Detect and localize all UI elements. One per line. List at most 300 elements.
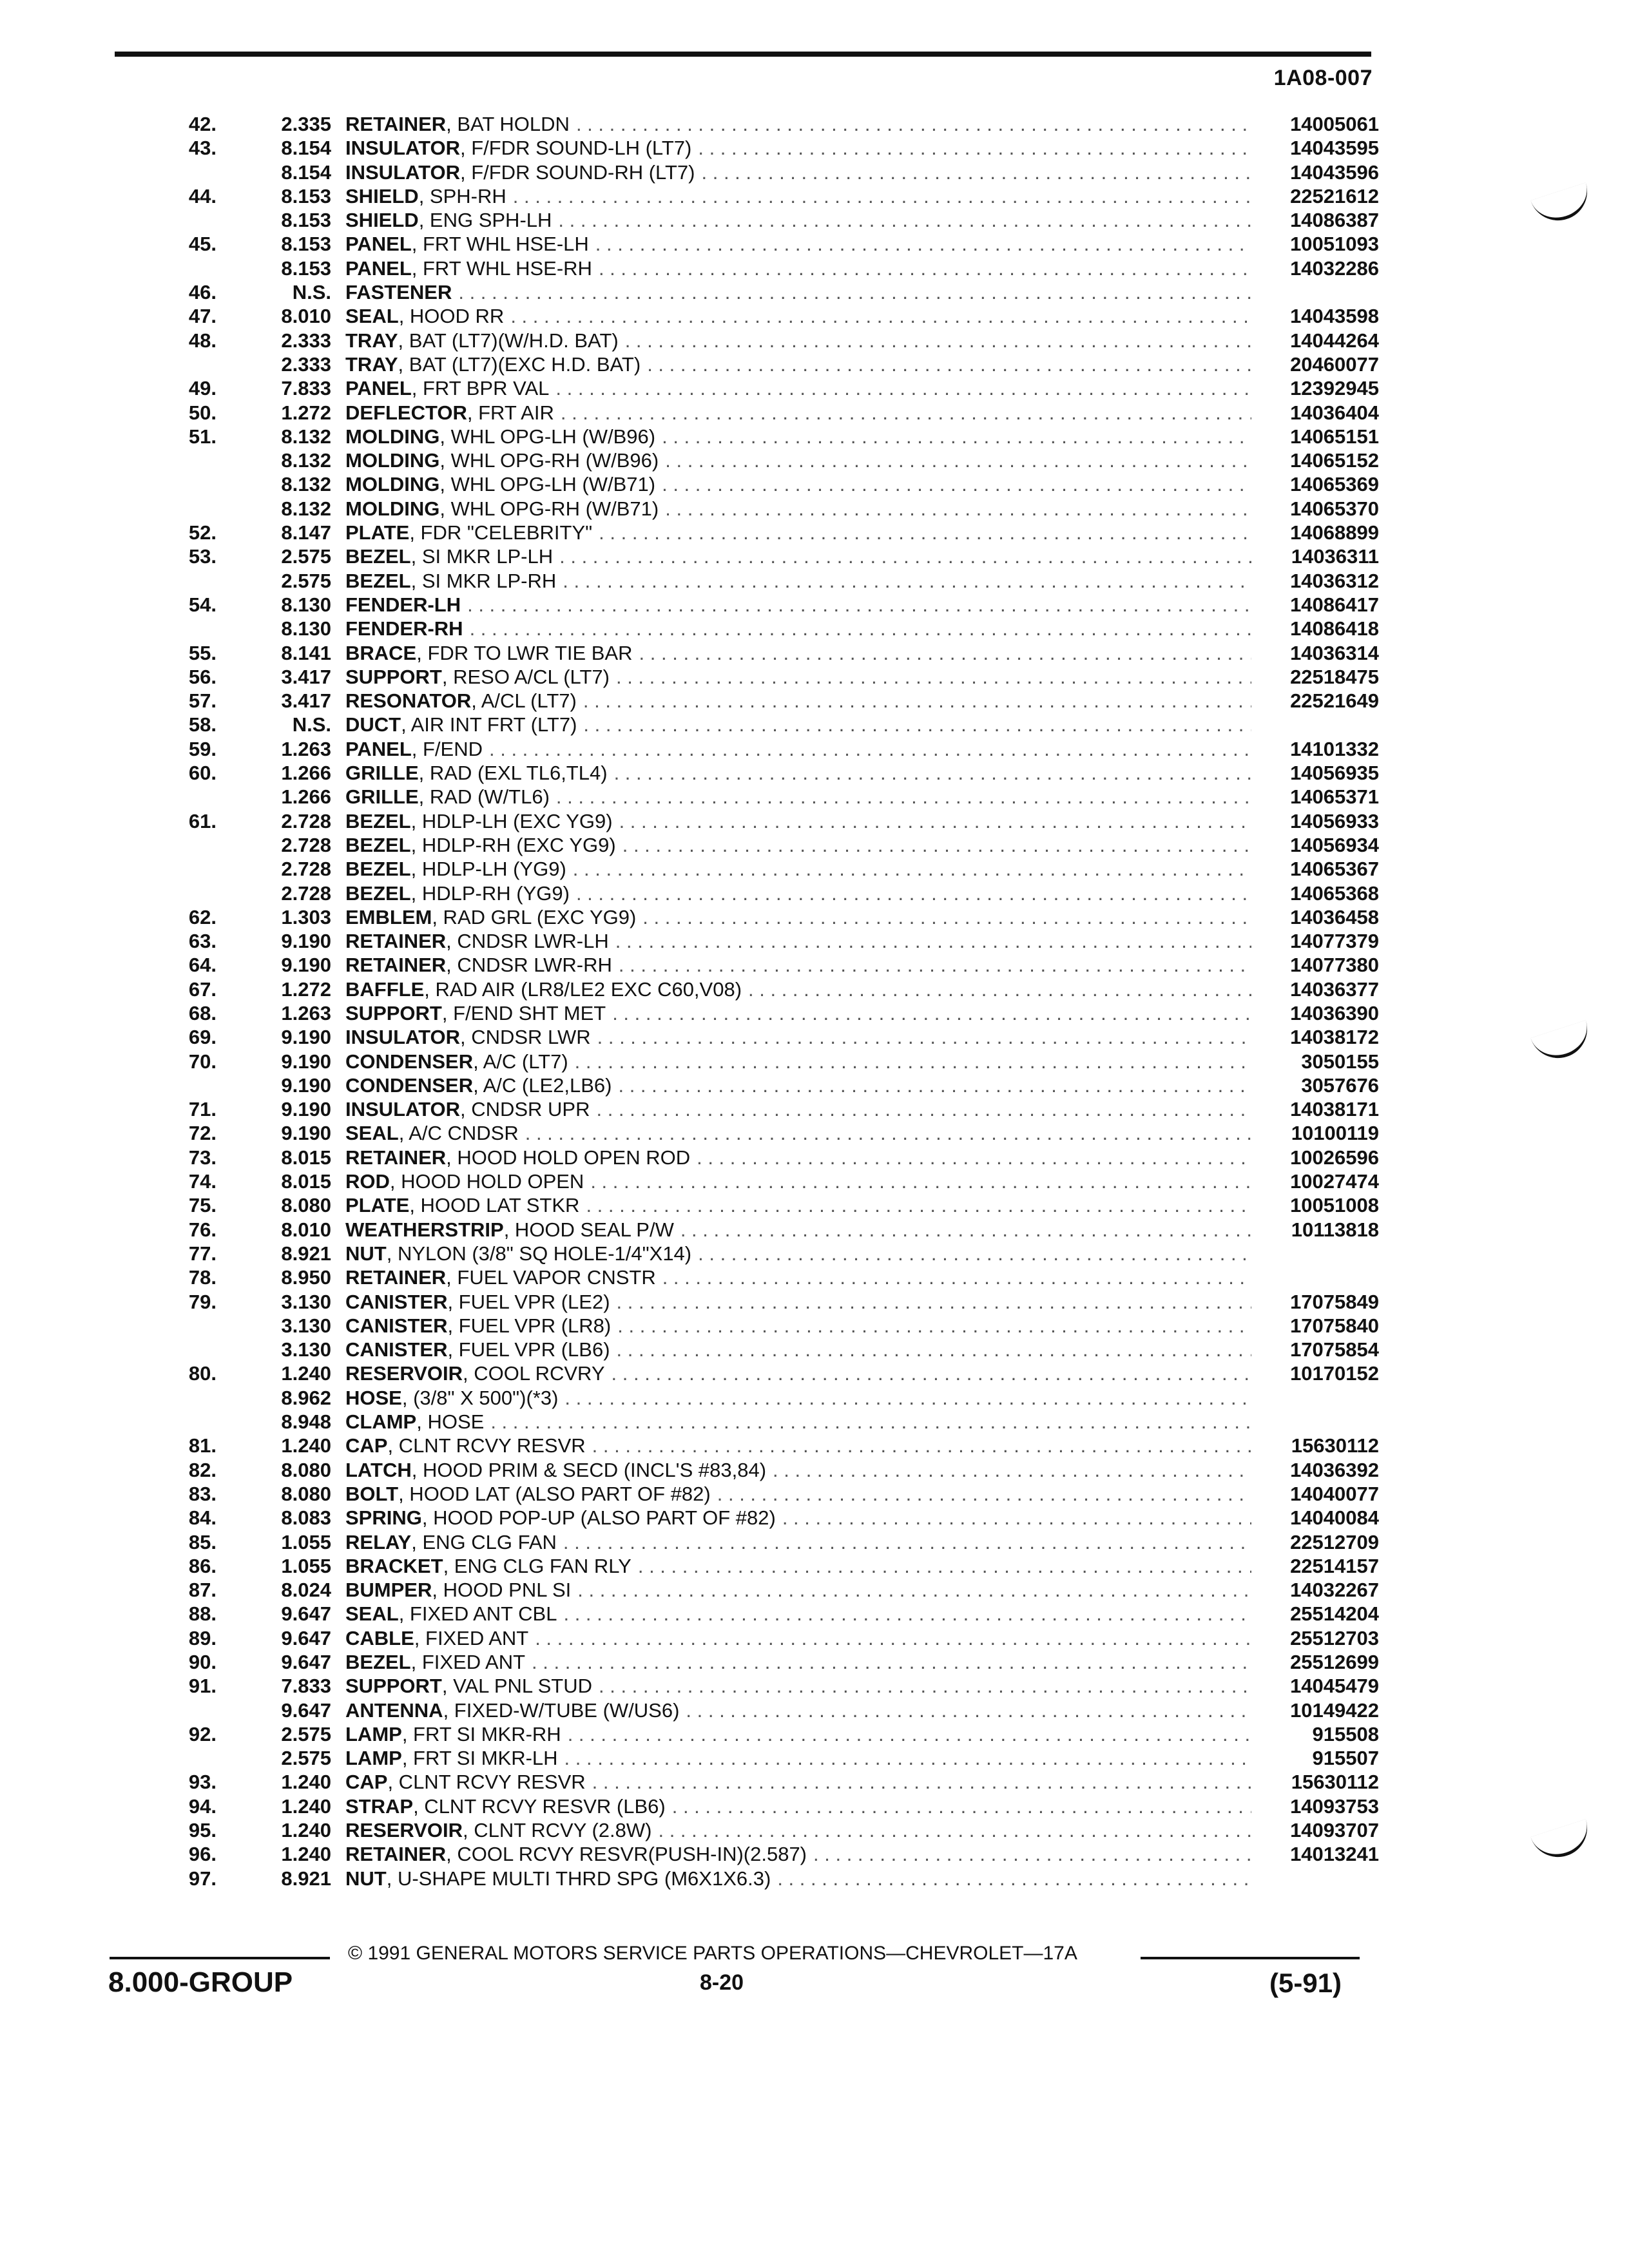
group-number: 8.147 xyxy=(281,521,331,544)
part-name: RETAINER xyxy=(345,954,447,977)
part-name: RETAINER xyxy=(345,930,447,953)
part-row xyxy=(90,1290,1379,1314)
item-number: 56. xyxy=(188,665,217,688)
footer-rule-right xyxy=(1141,1957,1360,1959)
part-qualifier: , A/CL (LT7) xyxy=(471,689,577,713)
item-number: 76. xyxy=(188,1218,217,1241)
part-number: 25514204 xyxy=(1290,1602,1379,1626)
item-number: 50. xyxy=(188,401,217,424)
part-description xyxy=(345,112,1251,136)
part-row xyxy=(90,304,1379,328)
part-row xyxy=(90,857,1379,881)
part-row xyxy=(90,521,1379,544)
part-description xyxy=(345,905,1251,929)
group-number: 1.263 xyxy=(281,737,331,760)
part-row xyxy=(90,1073,1379,1097)
date-code: (5-91) xyxy=(1269,1968,1342,1998)
part-row xyxy=(90,833,1379,857)
part-name: ANTENNA xyxy=(345,1698,443,1722)
dot-leader xyxy=(619,953,1251,977)
part-name: STRAP xyxy=(345,1794,414,1818)
part-row xyxy=(90,1674,1379,1698)
part-description xyxy=(345,521,1251,544)
part-name: NUT xyxy=(345,1242,387,1265)
part-description xyxy=(345,208,1251,232)
part-number: 14086387 xyxy=(1290,209,1379,232)
item-number: 52. xyxy=(188,521,217,544)
dot-leader xyxy=(698,136,1251,160)
part-number: 10100119 xyxy=(1291,1122,1379,1145)
group-number: 1.240 xyxy=(281,1771,331,1794)
group-number: 8.132 xyxy=(281,473,331,496)
dot-leader xyxy=(592,1434,1251,1457)
part-number: 25512703 xyxy=(1290,1626,1379,1649)
part-description xyxy=(345,376,1251,400)
part-qualifier: , SI MKR LP-RH xyxy=(410,569,557,592)
part-row xyxy=(90,809,1379,833)
part-description xyxy=(345,448,1251,472)
dot-leader xyxy=(576,881,1251,905)
part-number: 915507 xyxy=(1312,1747,1379,1770)
part-row xyxy=(90,112,1379,136)
part-number: 14005061 xyxy=(1290,113,1379,135)
part-description xyxy=(345,1818,1251,1842)
part-row xyxy=(90,160,1379,184)
dot-leader xyxy=(564,1386,1251,1410)
item-number: 85. xyxy=(188,1530,217,1553)
part-description xyxy=(345,1290,1251,1314)
part-number: 10051008 xyxy=(1290,1194,1379,1217)
part-description xyxy=(345,1410,1251,1434)
dot-leader xyxy=(625,329,1251,352)
part-description xyxy=(345,1193,1251,1217)
part-qualifier: , HOOD HOLD OPEN xyxy=(389,1170,584,1193)
dot-leader xyxy=(489,737,1251,761)
dot-leader xyxy=(577,1578,1251,1602)
part-number: 22518475 xyxy=(1290,665,1379,688)
part-name: SUPPORT xyxy=(345,1675,442,1698)
item-number: 47. xyxy=(188,305,217,328)
part-qualifier: , CLNT RCVY RESVR xyxy=(387,1771,586,1794)
part-name: PLATE xyxy=(345,1194,410,1217)
part-description xyxy=(345,1025,1251,1049)
part-description xyxy=(345,352,1251,376)
item-number: 63. xyxy=(188,930,217,953)
part-description xyxy=(345,1218,1251,1242)
part-name: SHIELD xyxy=(345,209,419,232)
dot-leader xyxy=(617,1314,1251,1338)
part-row xyxy=(90,1193,1379,1217)
part-qualifier: , NYLON (3/8" SQ HOLE-1/4"X14) xyxy=(386,1242,692,1265)
part-name: BEZEL xyxy=(345,858,411,881)
group-number: 3.130 xyxy=(281,1314,331,1337)
part-description xyxy=(345,1169,1251,1193)
part-description xyxy=(345,689,1251,713)
item-number: 91. xyxy=(188,1675,217,1698)
part-row xyxy=(90,1530,1379,1554)
group-label: 8.000-GROUP xyxy=(108,1966,293,1998)
part-name: TRAY xyxy=(345,329,398,352)
part-name: RELAY xyxy=(345,1530,412,1553)
item-number: 92. xyxy=(188,1722,217,1745)
part-name: GRILLE xyxy=(345,762,419,785)
part-name: CANISTER xyxy=(345,1314,448,1337)
part-name: BRACKET xyxy=(345,1554,443,1577)
part-qualifier: , HDLP-RH (EXC YG9) xyxy=(410,833,616,856)
part-qualifier: , HOOD RR xyxy=(398,305,505,328)
part-number: 22521612 xyxy=(1290,184,1379,207)
part-number: 14036314 xyxy=(1290,641,1379,664)
group-number: 2.333 xyxy=(281,352,331,376)
part-row xyxy=(90,1265,1379,1289)
item-number: 97. xyxy=(188,1867,217,1890)
part-number: 14065369 xyxy=(1290,473,1379,496)
part-description xyxy=(345,1506,1251,1530)
part-qualifier: , FIXED-W/TUBE (W/US6) xyxy=(443,1698,680,1722)
part-description xyxy=(345,232,1251,256)
group-number: 2.728 xyxy=(281,833,331,856)
item-number: 48. xyxy=(188,329,217,352)
dot-leader xyxy=(748,977,1251,1001)
part-row xyxy=(90,905,1379,929)
part-number: 15630112 xyxy=(1291,1771,1379,1794)
part-row xyxy=(90,256,1379,280)
dot-leader xyxy=(639,641,1251,665)
group-number: 8.080 xyxy=(281,1194,331,1217)
group-number: 9.190 xyxy=(281,1073,331,1097)
item-number: 70. xyxy=(188,1050,217,1073)
group-number: 8.154 xyxy=(281,160,331,184)
dot-leader xyxy=(813,1842,1251,1866)
part-number: 10170152 xyxy=(1290,1362,1379,1385)
part-qualifier: , FUEL VAPOR CNSTR xyxy=(446,1266,656,1289)
part-row xyxy=(90,1867,1379,1890)
part-qualifier: , COOL RCVY RESVR(PUSH-IN)(2.587) xyxy=(446,1843,807,1866)
item-number: 80. xyxy=(188,1362,217,1385)
part-number: 14032286 xyxy=(1290,256,1379,280)
part-description xyxy=(345,1578,1251,1602)
part-description xyxy=(345,280,1251,304)
part-name: BEZEL xyxy=(345,833,411,856)
item-number: 49. xyxy=(188,377,217,400)
part-description xyxy=(345,1242,1251,1265)
part-description xyxy=(345,136,1251,160)
dot-leader xyxy=(612,1001,1251,1025)
item-number: 61. xyxy=(188,809,217,832)
item-number: 86. xyxy=(188,1554,217,1577)
part-row xyxy=(90,617,1379,640)
part-qualifier: , SPH-RH xyxy=(418,184,506,207)
part-name: DEFLECTOR xyxy=(345,401,467,424)
part-name: LATCH xyxy=(345,1458,412,1481)
item-number: 67. xyxy=(188,977,217,1001)
item-number: 55. xyxy=(188,641,217,664)
dot-leader xyxy=(617,1290,1251,1314)
part-qualifier: , FDR TO LWR TIE BAR xyxy=(416,641,633,664)
part-description xyxy=(345,1386,1251,1410)
group-number: 2.728 xyxy=(281,858,331,881)
part-number: 10027474 xyxy=(1290,1170,1379,1193)
part-name: SUPPORT xyxy=(345,1001,442,1024)
part-row xyxy=(90,1722,1379,1746)
group-number: 9.190 xyxy=(281,930,331,953)
part-name: FASTENER xyxy=(345,281,452,304)
group-number: 2.575 xyxy=(281,1722,331,1745)
margin-check-mark xyxy=(1530,1819,1595,1865)
part-row xyxy=(90,881,1379,905)
item-number: 87. xyxy=(188,1579,217,1602)
part-qualifier: , ENG CLG FAN RLY xyxy=(443,1554,631,1577)
part-number: 14093707 xyxy=(1290,1819,1379,1842)
part-qualifier: , CNDSR UPR xyxy=(459,1098,590,1121)
dot-leader xyxy=(617,1338,1251,1361)
group-number: 9.190 xyxy=(281,1122,331,1145)
page-code: 1A08-007 xyxy=(1273,66,1373,90)
part-number: 14038171 xyxy=(1290,1098,1379,1121)
part-row xyxy=(90,1602,1379,1626)
part-description xyxy=(345,1458,1251,1482)
group-number: 2.728 xyxy=(281,881,331,905)
part-name: SEAL xyxy=(345,1602,399,1626)
part-number: 14056933 xyxy=(1290,809,1379,832)
group-number: 3.130 xyxy=(281,1338,331,1361)
part-row xyxy=(90,184,1379,208)
part-qualifier: , A/C (LE2,LB6) xyxy=(473,1073,612,1097)
dot-leader xyxy=(583,689,1251,713)
group-number: 9.190 xyxy=(281,1026,331,1049)
dot-leader xyxy=(535,1626,1251,1650)
part-qualifier: , COOL RCVRY xyxy=(463,1362,605,1385)
item-number: 62. xyxy=(188,905,217,928)
dot-leader xyxy=(672,1794,1251,1818)
part-name: INSULATOR xyxy=(345,1026,460,1049)
part-name: BAFFLE xyxy=(345,977,425,1001)
part-number: 915508 xyxy=(1312,1722,1379,1745)
part-description xyxy=(345,857,1251,881)
part-name: BEZEL xyxy=(345,545,411,568)
part-number: 14086418 xyxy=(1290,617,1379,640)
group-number: 8.141 xyxy=(281,641,331,664)
part-number: 14036311 xyxy=(1291,545,1379,568)
part-number: 14086417 xyxy=(1290,593,1379,616)
dot-leader xyxy=(662,1265,1251,1289)
part-name: SHIELD xyxy=(345,184,419,207)
dot-leader xyxy=(597,1025,1251,1049)
dot-leader xyxy=(573,857,1251,881)
part-name: CONDENSER xyxy=(345,1073,474,1097)
group-number: 8.153 xyxy=(281,209,331,232)
dot-leader xyxy=(490,1410,1251,1434)
part-description xyxy=(345,1314,1251,1338)
part-row xyxy=(90,737,1379,761)
part-name: MOLDING xyxy=(345,425,440,448)
dot-leader xyxy=(586,1193,1251,1217)
part-row xyxy=(90,641,1379,665)
dot-leader xyxy=(662,425,1251,448)
part-description xyxy=(345,953,1251,977)
part-description xyxy=(345,425,1251,448)
part-name: WEATHERSTRIP xyxy=(345,1218,504,1241)
dot-leader xyxy=(596,1097,1251,1121)
group-number: 2.728 xyxy=(281,809,331,832)
part-row xyxy=(90,1434,1379,1457)
part-qualifier: , HOOD PRIM & SECD (INCL'S #83,84) xyxy=(411,1458,767,1481)
dot-leader xyxy=(642,905,1251,929)
part-number: 14065370 xyxy=(1290,497,1379,520)
part-description xyxy=(345,1097,1251,1121)
item-number: 79. xyxy=(188,1290,217,1313)
part-qualifier: , FIXED ANT xyxy=(414,1626,529,1649)
item-number: 46. xyxy=(188,281,217,304)
dot-leader xyxy=(686,1698,1251,1722)
part-qualifier: , RAD AIR (LR8/LE2 EXC C60,V08) xyxy=(424,977,742,1001)
part-qualifier: , HOOD LAT STKR xyxy=(409,1194,580,1217)
group-number: 1.055 xyxy=(281,1530,331,1553)
group-number: 8.010 xyxy=(281,305,331,328)
group-number: 9.647 xyxy=(281,1626,331,1649)
part-row xyxy=(90,1146,1379,1169)
group-number: 8.132 xyxy=(281,449,331,472)
dot-leader xyxy=(647,352,1251,376)
item-number: 44. xyxy=(188,184,217,207)
group-number: 3.130 xyxy=(281,1290,331,1313)
item-number: 95. xyxy=(188,1819,217,1842)
group-number: 8.010 xyxy=(281,1218,331,1241)
part-row xyxy=(90,977,1379,1001)
part-number: 14032267 xyxy=(1290,1579,1379,1602)
part-name: ROD xyxy=(345,1170,390,1193)
part-name: BEZEL xyxy=(345,569,411,592)
part-number: 12392945 xyxy=(1290,377,1379,400)
part-row xyxy=(90,1218,1379,1242)
part-name: PANEL xyxy=(345,256,412,280)
part-name: CANISTER xyxy=(345,1338,448,1361)
part-number: 14036392 xyxy=(1290,1458,1379,1481)
part-qualifier: , FUEL VPR (LR8) xyxy=(447,1314,612,1337)
dot-leader xyxy=(599,256,1251,280)
part-qualifier: , HDLP-LH (EXC YG9) xyxy=(410,809,613,832)
part-qualifier: , CNDSR LWR xyxy=(459,1026,591,1049)
part-row xyxy=(90,1314,1379,1338)
part-number: 14036312 xyxy=(1290,569,1379,592)
part-name: RESERVOIR xyxy=(345,1819,463,1842)
dot-leader xyxy=(470,617,1251,640)
dot-leader xyxy=(777,1867,1251,1890)
dot-leader xyxy=(559,544,1251,568)
part-qualifier: , CLNT RCVY RESVR xyxy=(387,1434,586,1457)
part-description xyxy=(345,665,1251,689)
part-name: INSULATOR xyxy=(345,137,460,160)
part-row xyxy=(90,232,1379,256)
dot-leader xyxy=(467,593,1251,617)
part-name: SPRING xyxy=(345,1506,422,1530)
part-name: BOLT xyxy=(345,1482,399,1505)
part-description xyxy=(345,641,1251,665)
part-row xyxy=(90,1650,1379,1674)
part-name: FENDER-LH xyxy=(345,593,461,616)
group-number: 1.240 xyxy=(281,1362,331,1385)
part-description xyxy=(345,761,1251,785)
group-number: 8.948 xyxy=(281,1410,331,1434)
part-row xyxy=(90,352,1379,376)
part-row xyxy=(90,1001,1379,1025)
part-row xyxy=(90,280,1379,304)
dot-leader xyxy=(680,1218,1251,1242)
part-qualifier: , CNDSR LWR-RH xyxy=(446,954,612,977)
part-name: RESERVOIR xyxy=(345,1362,463,1385)
part-name: PLATE xyxy=(345,521,410,544)
part-row xyxy=(90,569,1379,593)
part-name: CLAMP xyxy=(345,1410,417,1434)
item-number: 59. xyxy=(188,737,217,760)
part-description xyxy=(345,497,1251,521)
dot-leader xyxy=(599,521,1251,544)
footer-rule-left xyxy=(110,1957,330,1959)
group-number: 1.240 xyxy=(281,1434,331,1457)
part-qualifier: , FRT WHL HSE-LH xyxy=(411,233,589,256)
part-name: NUT xyxy=(345,1867,387,1890)
dot-leader xyxy=(658,1818,1251,1842)
dot-leader xyxy=(665,448,1251,472)
part-description xyxy=(345,544,1251,568)
group-number: 1.272 xyxy=(281,977,331,1001)
part-number: 22514157 xyxy=(1290,1554,1379,1577)
part-description xyxy=(345,329,1251,352)
part-name: SEAL xyxy=(345,1122,399,1145)
part-number: 14043598 xyxy=(1290,305,1379,328)
part-number: 14038172 xyxy=(1290,1026,1379,1049)
dot-leader xyxy=(619,809,1251,833)
part-description xyxy=(345,1338,1251,1361)
part-row xyxy=(90,593,1379,617)
part-description xyxy=(345,160,1251,184)
part-name: SUPPORT xyxy=(345,665,442,688)
group-number: 8.921 xyxy=(281,1242,331,1265)
part-description xyxy=(345,881,1251,905)
part-qualifier: , FDR "CELEBRITY" xyxy=(409,521,593,544)
group-number: 2.575 xyxy=(281,545,331,568)
item-number: 94. xyxy=(188,1794,217,1818)
part-description xyxy=(345,1361,1251,1385)
dot-leader xyxy=(773,1458,1251,1482)
group-number: N.S. xyxy=(292,713,331,736)
group-number: 2.575 xyxy=(281,1747,331,1770)
part-qualifier: , RAD (EXL TL6,TL4) xyxy=(418,762,608,785)
part-qualifier: , F/END SHT MET xyxy=(441,1001,606,1024)
part-qualifier: , F/END xyxy=(411,737,483,760)
part-row xyxy=(90,1482,1379,1506)
part-qualifier: , WHL OPG-LH (W/B96) xyxy=(439,425,656,448)
part-description xyxy=(345,1602,1251,1626)
part-name: BUMPER xyxy=(345,1579,432,1602)
group-number: 8.130 xyxy=(281,617,331,640)
part-number: 14043595 xyxy=(1290,137,1379,160)
part-number: 14065367 xyxy=(1290,858,1379,881)
dot-leader xyxy=(532,1650,1251,1674)
dot-leader xyxy=(561,401,1251,425)
item-number: 72. xyxy=(188,1122,217,1145)
part-name: TRAY xyxy=(345,352,398,376)
part-row xyxy=(90,929,1379,953)
group-number: 8.132 xyxy=(281,425,331,448)
part-qualifier: , ENG CLG FAN xyxy=(411,1530,557,1553)
part-row xyxy=(90,1770,1379,1794)
part-row xyxy=(90,1410,1379,1434)
group-number: 7.833 xyxy=(281,377,331,400)
dot-leader xyxy=(616,665,1251,689)
part-name: CANISTER xyxy=(345,1290,448,1313)
item-number: 73. xyxy=(188,1146,217,1169)
